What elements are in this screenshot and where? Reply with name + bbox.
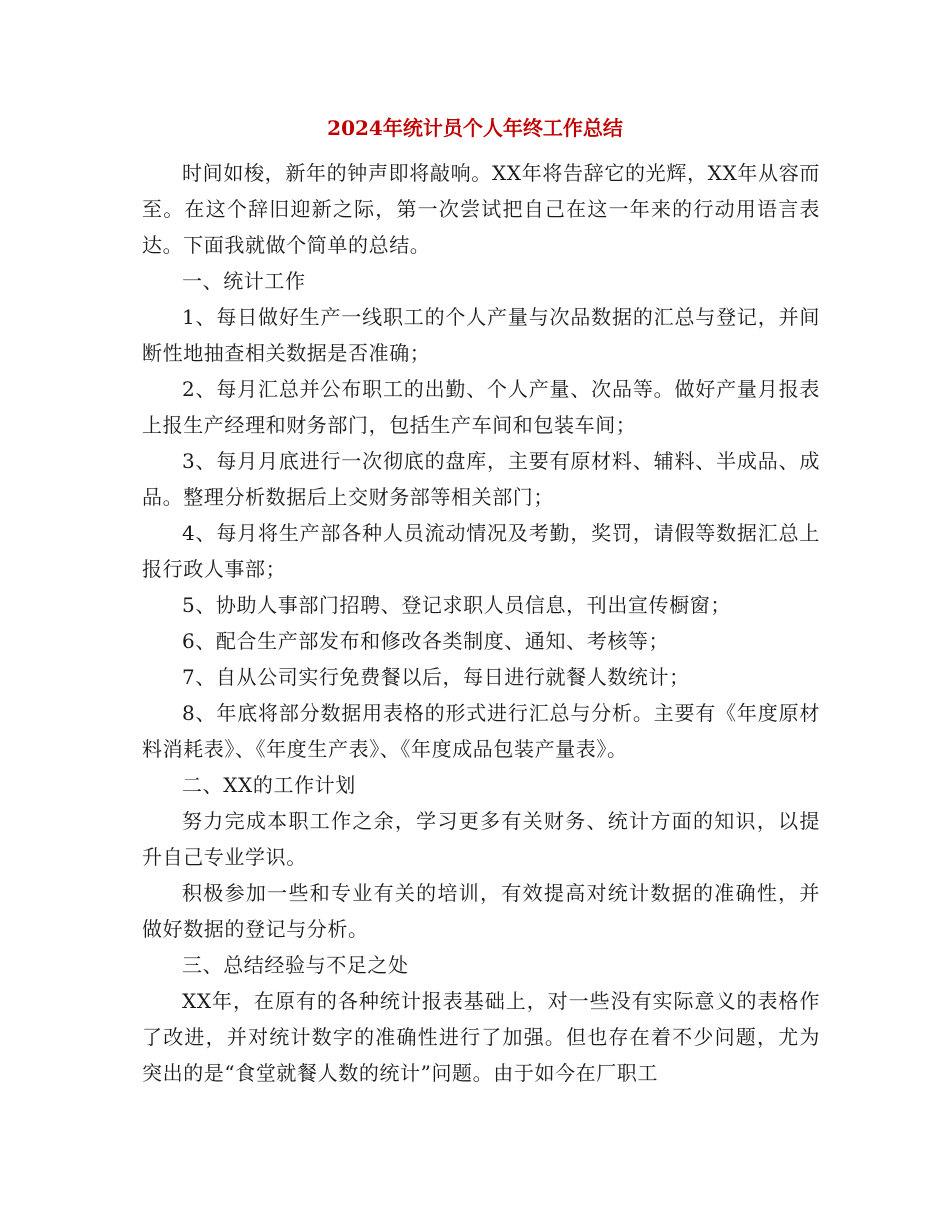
list-item: 6、配合生产部发布和修改各类制度、通知、考核等； [182, 629, 670, 653]
paragraph: XX年，在原有的各种统计报表基础上，对一些没有实际意义的表格作了改进，并对统计数字的准确性进行了加强。但也存在着不少问题，尤为突出的是“食堂就餐人数的统计”问题。由于如今在厂职工 [142, 989, 820, 1085]
list-item: 1、每日做好生产一线职工的个人产量与次品数据的汇总与登记，并间断性地抽查相关数据是否准确； [142, 305, 820, 365]
list-item: 5、协助人事部门招聘、登记求职人员信息，刊出宣传橱窗； [182, 593, 731, 617]
paragraph: 积极参加一些和专业有关的培训，有效提高对统计数据的准确性，并做好数据的登记与分析。 [142, 881, 820, 941]
list-item: 2、每月汇总并公布职工的出勤、个人产量、次品等。做好产量月报表上报生产经理和财务部门，包括生产车间和包装车间； [142, 377, 820, 437]
document-body [142, 155, 820, 1091]
section-heading-work-plan: 二、XX的工作计划 [182, 773, 356, 797]
list-item: 3、每月月底进行一次彻底的盘库，主要有原材料、辅料、半成品、成品。整理分析数据后上交财务部等相关部门； [142, 449, 820, 509]
section-heading-statistics-work: 一、统计工作 [182, 269, 306, 293]
list-item: 4、每月将生产部各种人员流动情况及考勤，奖罚，请假等数据汇总上报行政人事部； [142, 521, 820, 581]
paragraph-intro: 时间如梭，新年的钟声即将敲响。XX年将告辞它的光辉，XX年从容而至。在这个辞旧迎新之际，第一次尝试把自己在这一年来的行动用语言表达。下面我就做个简单的总结。 [142, 161, 820, 257]
document-title: 2024年统计员个人年终工作总结 [327, 116, 623, 140]
section-heading-summary: 三、总结经验与不足之处 [182, 953, 409, 977]
list-item: 8、年底将部分数据用表格的形式进行汇总与分析。主要有《年度原材料消耗表》、《年度生产表》、《年度成品包装产量表》。 [142, 701, 820, 761]
list-item: 7、自从公司实行免费餐以后，每日进行就餐人数统计； [182, 665, 690, 689]
paragraph: 努力完成本职工作之余，学习更多有关财务、统计方面的知识，以提升自己专业学识。 [142, 809, 820, 869]
